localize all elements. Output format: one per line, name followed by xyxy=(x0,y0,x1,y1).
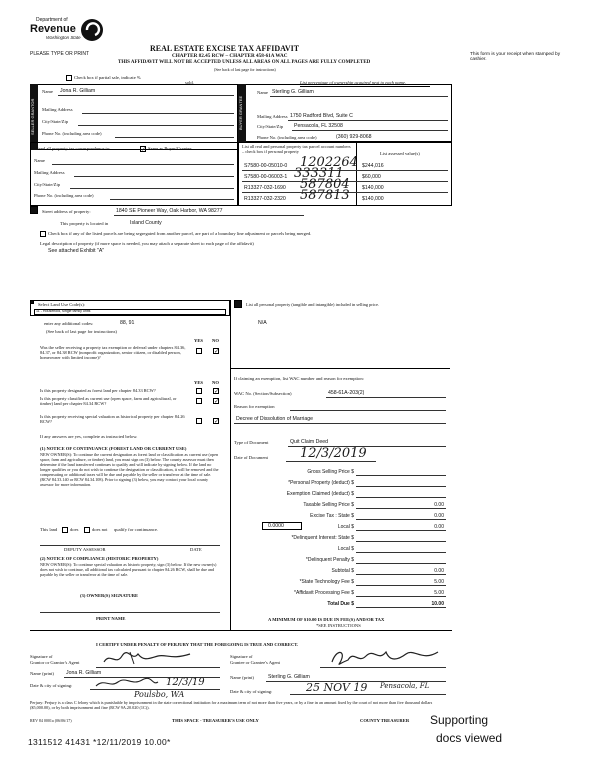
parcel-value[interactable]: $244,016 xyxy=(362,163,384,169)
grantee-place: Pensacola, FL xyxy=(380,682,430,690)
grantor-signature[interactable] xyxy=(100,648,196,668)
grantor-agent-label: Grantor or Grantor's Agent xyxy=(30,660,80,665)
notice1-body: NEW OWNER(S): To continue the current designation as forest land or classification as current use (open space, farm and agriculture, or timber) land, you must sign on (3) below. The county assessor must then determine if the land transferred continues to qualify and will indicate by signing below. If the land no longer qualifies or you do not wish to continue the designation or classification, it will be removed and the compensating or additional taxes will be due and payable by the seller or transferor at the time of sale. (RCW 84.33.140 or RCW 84.34.108). Prior to signing (3) below, you may contact your local county assessor for more information. xyxy=(40,452,219,487)
corr-mailing-label: Mailing Address xyxy=(34,170,65,175)
parcel-number[interactable]: R13327-032-1690 xyxy=(244,185,286,191)
line xyxy=(288,120,448,121)
additional-codes[interactable]: 88, 91 xyxy=(120,320,135,326)
yes-header: YES xyxy=(194,338,203,343)
line xyxy=(356,541,446,542)
line xyxy=(234,423,446,424)
please-type: PLEASE TYPE OR PRINT xyxy=(30,51,90,57)
buyer-name-label: Name xyxy=(257,90,268,95)
line xyxy=(78,125,234,126)
line xyxy=(96,667,220,668)
line xyxy=(110,199,234,200)
question-exemption: Was the seller receiving a property tax exemption or deferral under chapters 84.36, 84.37, or 84.38 RCW (nonprofit organization, senior citizen, or disabled person, homeowner with limited income)? xyxy=(40,345,186,361)
local-rate-value: 0.0000 xyxy=(268,523,284,529)
tax-line-label: Taxable Selling Price $ xyxy=(303,502,354,508)
line xyxy=(356,552,446,553)
tax-line-label: *Personal Property (deduct) $ xyxy=(288,480,354,486)
docs-viewed-label: docs viewed xyxy=(436,731,503,745)
reason-label: Reason for exemption xyxy=(234,404,275,409)
grantee-sig-label: Signature of xyxy=(230,654,253,659)
supporting-label: Supporting xyxy=(430,713,489,727)
same-as-buyer-checkbox[interactable]: ✓ xyxy=(141,146,147,153)
minimum-note: A MINIMUM OF $10.00 IS DUE IN FEE(S) AND/OR TAX xyxy=(268,617,385,622)
if-yes-note: If any answers are yes, complete as instructed below. xyxy=(40,434,138,439)
notice2-title: (2) NOTICE OF COMPLIANCE (HISTORIC PROPERTY) xyxy=(40,556,159,561)
tax-line-label: Gross Selling Price $ xyxy=(307,469,354,475)
buyer-mailing-label: Mailing Address xyxy=(257,114,288,119)
seller-city-label: City/State/Zip xyxy=(42,119,69,124)
parcel-value[interactable]: $140,000 xyxy=(362,185,384,191)
buyer-city-label: City/State/Zip xyxy=(257,124,284,129)
parcel-handwritten: 587813 xyxy=(300,188,350,203)
buyer-phone[interactable]: (360) 929-8068 xyxy=(336,134,372,140)
certify-statement: I CERTIFY UNDER PENALTY OF PERJURY THAT THE FOREGOING IS TRUE AND CORRECT. xyxy=(96,642,299,647)
parcel-number[interactable]: R13327-032-2320 xyxy=(244,196,286,202)
parcel-number[interactable]: S7580-00-05010-0 xyxy=(244,163,288,169)
buyer-phone-label: Phone No. (including area code) xyxy=(257,135,317,140)
this-land-label: This land xyxy=(40,527,58,532)
grantee-signature[interactable] xyxy=(326,646,444,668)
tax-line-value: 0.00 xyxy=(434,524,444,530)
parcel-value[interactable]: $140,000 xyxy=(362,196,384,202)
street-address[interactable]: 1840 SE Pioneer Way, Oak Harbor, WA 98277 xyxy=(116,208,223,214)
grantee-date-label: Date & city of signing: xyxy=(230,689,273,694)
notice1-title: (1) NOTICE OF CONTINUANCE (FOREST LAND OR CURRENT USE) xyxy=(40,446,187,451)
q1-no-checkbox[interactable]: ✓ xyxy=(214,348,220,355)
buyer-city[interactable]: Pensacola, FL 32508 xyxy=(294,123,343,129)
parcel-handwritten: 333311 xyxy=(294,166,344,181)
county[interactable]: Island County xyxy=(130,220,162,226)
see-back-note: (See back of last page for instructions) xyxy=(214,67,276,72)
cashier-stamp: 1311512 41431 *12/11/2019 10.00* xyxy=(28,737,171,747)
q3-yes-checkbox[interactable] xyxy=(196,398,202,404)
no-header: NO xyxy=(212,338,219,343)
tax-line-label: Local $ xyxy=(337,524,354,530)
no-header: NO xyxy=(212,380,219,385)
additional-codes-label: enter any additional codes: xyxy=(44,321,94,326)
assessor-date-label: DATE xyxy=(190,547,202,552)
seller-name-label: Name xyxy=(42,89,53,94)
q2-yes-checkbox[interactable] xyxy=(196,388,202,394)
total-due-value: 10.00 xyxy=(431,601,444,607)
line xyxy=(58,95,234,96)
list-percentage-note: List percentage of ownership acquired next to each name. xyxy=(300,80,407,85)
line xyxy=(326,397,446,398)
q1-yes-checkbox[interactable] xyxy=(196,348,202,354)
notice3-title: (3) OWNER(S) SIGNATURE xyxy=(80,593,139,598)
section-marker xyxy=(30,300,34,304)
tax-line-label: *Delinquent Interest: State $ xyxy=(291,535,354,541)
seller-grantor-label: SELLER GRANTOR xyxy=(30,84,38,150)
line xyxy=(40,612,220,613)
personal-property-value[interactable]: N/A xyxy=(258,320,267,326)
tax-line-value: 0.00 xyxy=(434,568,444,574)
form-notice: THIS AFFIDAVIT WILL NOT BE ACCEPTED UNLESS ALL AREAS ON ALL PAGES ARE FULLY COMPLETED xyxy=(118,60,371,65)
land-use-see-back: (See back of last page for instructions) xyxy=(46,329,117,334)
q4-no-checkbox[interactable]: ✓ xyxy=(214,418,220,425)
grantor-place: Poulsbo, WA xyxy=(134,690,185,699)
line xyxy=(115,137,234,138)
county-treasurer: COUNTY TREASURER xyxy=(360,718,410,723)
segregated-label: Check box if any of the listed parcels are being segregated from another parcel, are part of a boundary line adjustment or parcels being merged. xyxy=(48,231,312,236)
parcel-handwritten: 1202264 xyxy=(300,155,358,170)
notice2-body: NEW OWNER(S): To continue special valuation as historic property, sign (3) below. If the new owner(s) does not wish to continue, all additional tax calculated pursuant to chapter 84.26 RCW, shall be due and payable by the seller or transferor at the time of sale. xyxy=(40,562,217,577)
line xyxy=(52,164,234,165)
line xyxy=(356,607,446,608)
seller-mailing-label: Mailing Address xyxy=(42,107,73,112)
line xyxy=(82,113,234,114)
located-label: This property is located in xyxy=(60,221,109,226)
corr-phone-label: Phone No. (including area code) xyxy=(34,193,94,198)
divider xyxy=(30,630,452,631)
tax-line-value: 0.00 xyxy=(434,502,444,508)
form-title: REAL ESTATE EXCISE TAX AFFIDAVIT xyxy=(150,44,300,53)
tax-line-label: Excise Tax : State $ xyxy=(310,513,354,519)
parcel-value[interactable]: $60,000 xyxy=(362,174,381,180)
grantee-date[interactable]: 25 NOV 19 xyxy=(306,681,368,694)
grantor-sig-label: Signature of xyxy=(30,654,53,659)
corr-name-label: Name xyxy=(34,158,45,163)
line xyxy=(356,574,446,575)
grantor-name[interactable]: Jona R. Gilliam xyxy=(66,670,102,676)
land-use-selected: 11 - Household, single family units xyxy=(36,309,91,313)
land-does-checkbox[interactable] xyxy=(62,527,68,533)
section-marker xyxy=(234,300,242,308)
question-current-use: Is this property classified as current use (open space, farm and agricultural, or timber) land per chapter 84.34 RCW? xyxy=(40,396,177,407)
personal-property-label: List all personal property (tangible and intangible) included in selling price. xyxy=(246,302,380,307)
tax-line-label: *State Technology Fee $ xyxy=(299,579,354,585)
q2-no-checkbox[interactable]: ✓ xyxy=(214,388,220,395)
section-marker xyxy=(30,206,38,214)
tax-line-label: Local $ xyxy=(337,546,354,552)
seller-name[interactable]: Jona R. Gilliam xyxy=(60,88,96,94)
grantor-name-label: Name (print) xyxy=(30,671,54,676)
segregated-checkbox[interactable] xyxy=(40,231,46,237)
line xyxy=(356,475,446,476)
partial-sale-sold: sold. xyxy=(185,80,194,85)
street-label: Street address of property: xyxy=(42,209,91,214)
grantor-initials xyxy=(92,676,162,690)
logo-line3: Washington State xyxy=(46,35,81,40)
land-does-not-checkbox[interactable] xyxy=(84,527,90,533)
line xyxy=(70,188,234,189)
grantor-date[interactable]: 12/3/19 xyxy=(166,677,205,688)
divider xyxy=(230,368,450,369)
yes-header: YES xyxy=(194,380,203,385)
print-name-label: PRINT NAME xyxy=(96,616,126,621)
parcel-number[interactable]: S7580-00-06003-1 xyxy=(244,174,288,180)
line xyxy=(290,694,446,695)
line xyxy=(356,497,446,498)
doc-type-value[interactable]: Quit Claim Deed xyxy=(290,439,329,445)
partial-sale-label: Check box if partial sale, indicate % xyxy=(74,75,141,80)
line xyxy=(286,461,376,462)
tax-line-label: *Affidavit Processing Fee $ xyxy=(294,590,354,596)
legal-value[interactable]: See attached Exhibit "A" xyxy=(48,248,105,254)
question-historic: Is this property receiving special valuation as historical property per chapter 84.26 RCW? xyxy=(40,414,185,425)
line xyxy=(114,215,304,216)
logo-line1: Department of xyxy=(36,17,68,23)
tax-line-label: Subtotal $ xyxy=(331,568,354,574)
corr-city-label: City/State/Zip xyxy=(34,182,61,187)
parcels-header: List all real and personal property tax parcel account numbers – check box if personal property xyxy=(242,144,351,155)
line xyxy=(270,96,448,97)
land-use-label: Select Land Use Code(s): xyxy=(38,302,86,307)
treasurer-only: THIS SPACE - TREASURER'S USE ONLY xyxy=(172,718,259,723)
grantee-name[interactable]: Sterling G. Gilliam xyxy=(268,674,310,680)
q4-yes-checkbox[interactable] xyxy=(196,418,202,424)
doc-date-label: Date of Document xyxy=(234,455,268,460)
reason-value[interactable]: Decree of Dissolution of Marriage xyxy=(236,416,313,422)
buyer-name[interactable]: Sterling G. Gilliam xyxy=(272,89,314,95)
tax-line-value: 5.00 xyxy=(434,579,444,585)
line xyxy=(356,508,446,509)
tax-line-value: 0.00 xyxy=(434,513,444,519)
seller-phone-label: Phone No. (including area code) xyxy=(42,131,102,136)
buyer-grantee-label: BUYER GRANTEE xyxy=(238,84,246,142)
correspondence-label: Send all property tax correspondence to: xyxy=(36,146,111,151)
exemption-label: If claiming an exemption, list WAC number and reason for exemption: xyxy=(234,376,364,381)
wac-label: WAC No. (Section/Subsection) xyxy=(234,391,292,396)
same-as-buyer-label: Same as Buyer/Grantee xyxy=(148,146,192,151)
grantee-name-label: Name (print) xyxy=(230,675,254,680)
line xyxy=(356,519,446,520)
line xyxy=(356,563,446,564)
rev-number: REV 84 0001a (06/06/17) xyxy=(30,718,72,723)
land-does-label: does xyxy=(70,527,79,532)
grantor-date-label: Date & city of signing: xyxy=(30,683,73,688)
receipt-note: This form is your receipt when stamped by cashier. xyxy=(470,52,561,63)
doc-date-value[interactable]: 12/3/2019 xyxy=(300,446,367,461)
assessed-header: List assessed value(s) xyxy=(380,151,420,156)
line xyxy=(292,130,448,131)
wac-value[interactable]: 458-61A-203(2) xyxy=(328,390,365,396)
line xyxy=(356,530,446,531)
legal-label: Legal description of property (if more space is needed, you may attach a separate sheet to each page of the affidavit) xyxy=(40,241,254,246)
see-instructions: *SEE INSTRUCTIONS xyxy=(316,623,361,628)
q3-no-checkbox[interactable]: ✓ xyxy=(214,398,220,405)
form-subtitle: CHAPTER 82.45 RCW – CHAPTER 458-61A WAC xyxy=(172,53,288,59)
tax-line-label: Exemption Claimed (deduct) $ xyxy=(286,491,354,497)
line xyxy=(356,486,446,487)
column-divider xyxy=(230,300,231,630)
doc-type-label: Type of Document xyxy=(234,440,269,445)
line xyxy=(242,170,448,171)
divider xyxy=(356,142,357,206)
question-forest: Is this property designated as forest land per chapter 84.33 RCW? xyxy=(40,388,156,393)
qualify-label: qualify for continuance. xyxy=(114,527,159,532)
line xyxy=(320,667,446,668)
logo-line2: Revenue xyxy=(30,23,76,35)
total-due-label: Total Due $ xyxy=(327,601,354,607)
tax-line-label: *Delinquent Penalty $ xyxy=(305,557,354,563)
deputy-assessor-label: DEPUTY ASSESSOR xyxy=(64,547,106,552)
tax-line-value: 5.00 xyxy=(434,590,444,596)
line xyxy=(356,585,446,586)
grantee-agent-label: Grantee or Grantee's Agent xyxy=(230,660,280,665)
line xyxy=(290,410,446,411)
buyer-mailing[interactable]: 1750 Radford Blvd, Suite C xyxy=(290,113,353,119)
line xyxy=(40,545,220,546)
line xyxy=(356,596,446,597)
line xyxy=(74,176,234,177)
perjury-note: Perjury: Perjury is a class C felony which is punishable by imprisonment in the state correctional institution for a maximum term of not more than five years, or by a fine in an amount fixed by the court of not more than five thousand dollars ($5,000.00), or by both imprisonment and fine (RCW 9A.20.020 (1C)). xyxy=(30,700,433,710)
land-does-not-label: does not xyxy=(92,527,108,532)
line xyxy=(90,689,220,690)
partial-sale-checkbox[interactable] xyxy=(66,75,72,81)
parcel-handwritten: 587804 xyxy=(300,177,350,192)
